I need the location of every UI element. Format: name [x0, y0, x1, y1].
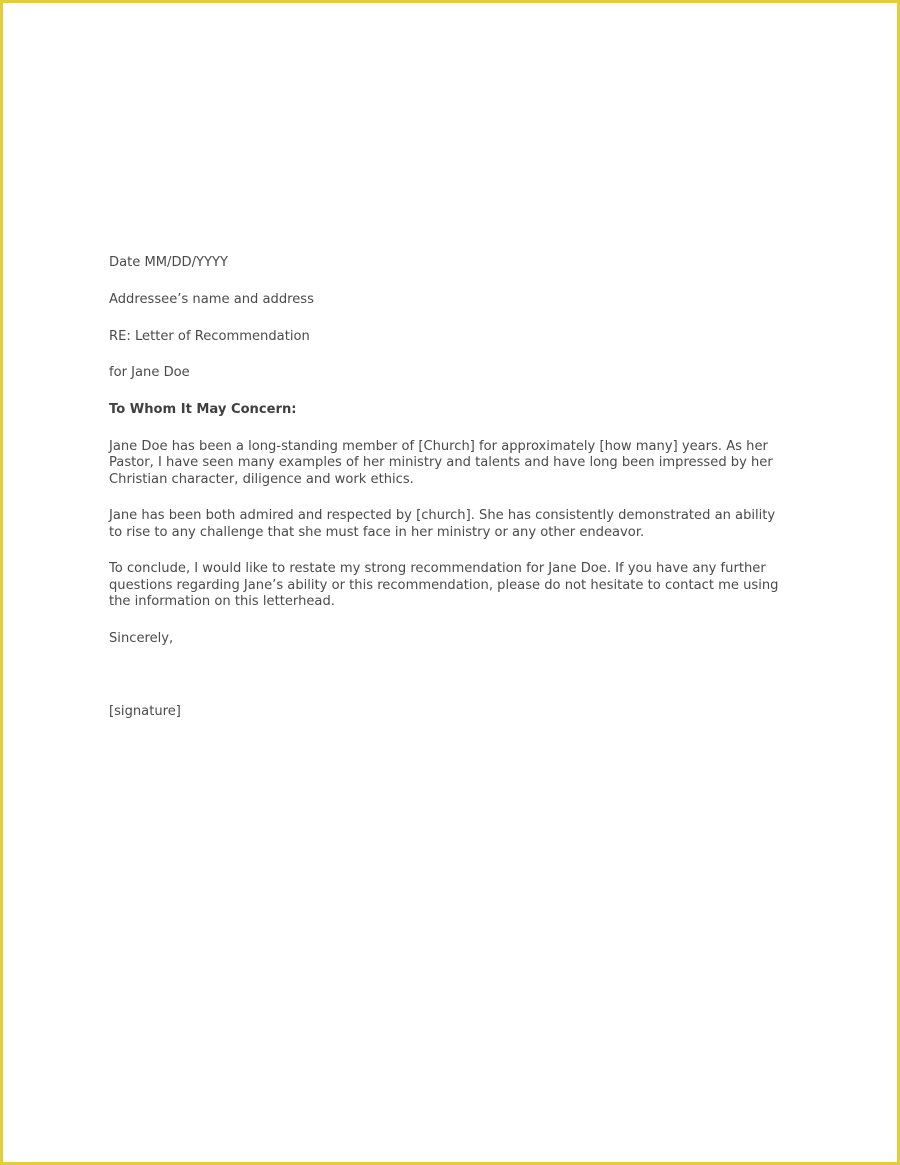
letter-paragraph-3	[109, 561, 799, 610]
letter-date: Date MM/DD/YYYY	[109, 255, 229, 270]
paragraph-line: Jane Doe has been a long-standing member of [Church] for approximately [how many] years. As her	[109, 438, 768, 454]
paragraph-line: questions regarding Jane’s ability or this recommendation, please do not hesitate to contact me using	[109, 577, 779, 593]
paragraph-line: Christian character, diligence and work ethics.	[109, 471, 414, 487]
letter-re-line: RE: Letter of Recommendation	[109, 328, 310, 344]
paragraph-line: to rise to any challenge that she must face in her ministry or any other endeavor.	[109, 524, 645, 540]
letter-paragraph-2	[109, 508, 799, 541]
letter-paragraph-1	[109, 439, 799, 488]
letter-salutation: To Whom It May Concern:	[109, 402, 297, 418]
letter-signature: [signature]	[109, 704, 181, 720]
paragraph-line: To conclude, I would like to restate my strong recommendation for Jane Doe. If you have any further	[109, 561, 766, 577]
paragraph-line: the information on this letterhead.	[109, 594, 335, 610]
letter-subject: for Jane Doe	[109, 365, 190, 381]
letter-addressee: Addressee’s name and address	[109, 291, 314, 307]
letter-body	[109, 255, 799, 741]
paragraph-line: Pastor, I have seen many examples of her ministry and talents and have long been impressed by her	[109, 455, 773, 471]
letter-closing: Sincerely,	[109, 630, 174, 646]
paragraph-line: Jane has been both admired and respected by [church]. She has consistently demonstrated an ability	[109, 508, 776, 524]
